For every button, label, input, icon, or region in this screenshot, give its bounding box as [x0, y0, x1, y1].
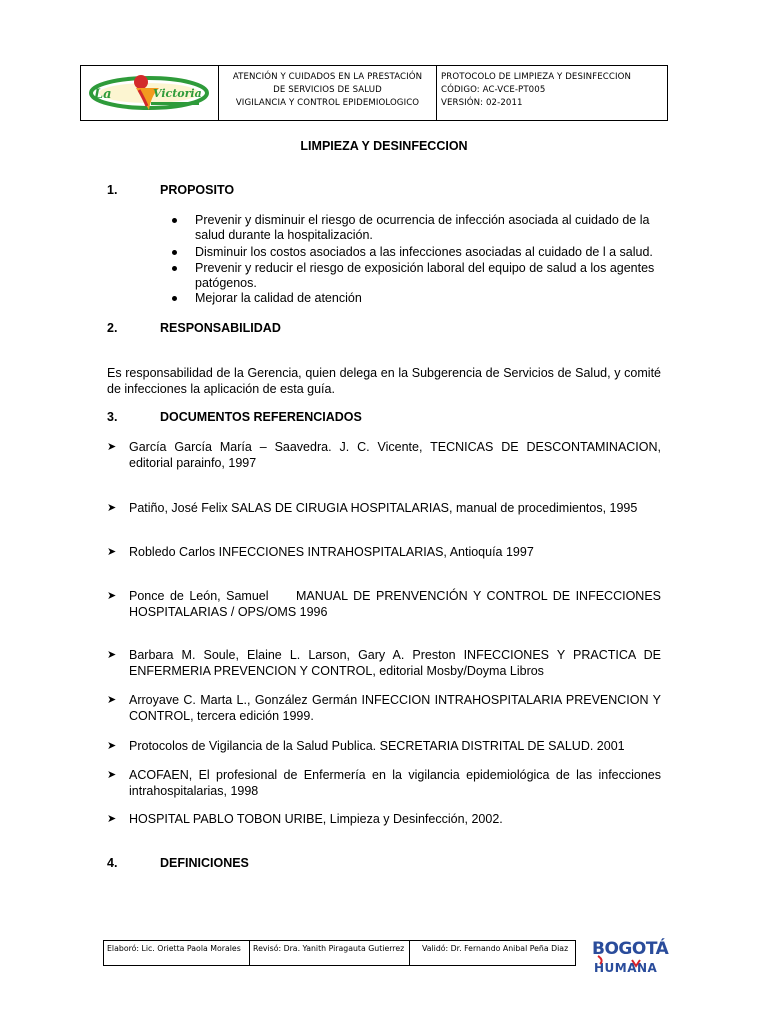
bullet-icon — [172, 296, 177, 301]
reference-item — [107, 738, 661, 754]
arrow-bullet-icon: ➤ — [107, 546, 117, 558]
svg-text:La: La — [94, 87, 112, 102]
svg-text:Victoria: Victoria — [153, 87, 202, 100]
reference-item — [107, 588, 665, 620]
arrow-bullet-icon: ➤ — [107, 769, 117, 781]
la-victoria-logo — [81, 66, 217, 120]
protocol-version: VERSIÓN: 02-2011 — [441, 98, 523, 108]
footer-reviso: Revisó: Dra. Yanith Piragauta Gutierrez — [250, 941, 410, 965]
reference-text: ACOFAEN, El profesional de Enfermería en la vigilancia epidemiológica de las infecciones intrahospitalarias, 1998 — [129, 768, 661, 798]
list-item — [195, 213, 665, 243]
bogota-humana-logo — [588, 932, 669, 978]
protocol-code: CÓDIGO: AC-VCE-PT005 — [441, 85, 546, 95]
reference-text: HOSPITAL PABLO TOBON URIBE, Limpieza y Desinfección, 2002. — [129, 812, 503, 826]
section-label: DEFINICIONES — [160, 856, 249, 870]
document-title: LIMPIEZA Y DESINFECCION — [300, 139, 468, 153]
bullet-text: Prevenir y reducir el riesgo de exposición laboral del equipo de salud a los agentes patógenos. — [195, 261, 655, 290]
section-label: PROPOSITO — [160, 183, 235, 197]
header-title-cell — [219, 66, 437, 120]
arrow-bullet-icon: ➤ — [107, 441, 117, 453]
responsibility-paragraph: Es responsabilidad de la Gerencia, quien delega en la Subgerencia de Servicios de Salud, y comité de infecciones la aplicación de esta guía. — [107, 366, 661, 396]
header-line: ATENCIÓN Y CUIDADOS EN LA PRESTACIÓN — [232, 72, 423, 82]
arrow-bullet-icon: ➤ — [107, 813, 117, 825]
reference-item — [107, 544, 661, 560]
section-number: 4. — [107, 856, 118, 870]
arrow-bullet-icon: ➤ — [107, 590, 117, 602]
reference-text: Protocolos de Vigilancia de la Salud Publica. SECRETARIA DISTRITAL DE SALUD. 2001 — [129, 739, 625, 753]
reference-text: Barbara M. Soule, Elaine L. Larson, Gary A. Preston INFECCIONES Y PRACTICA DE ENFERMERIA PREVENCION Y CONTROL, editorial Mosby/Doyma Libros — [129, 648, 661, 678]
reference-text: García García María – Saavedra. J. C. Vicente, TECNICAS DE DESCONTAMINACION, editorial parainfo, 1997 — [129, 440, 661, 470]
bullet-text: Prevenir y disminuir el riesgo de ocurrencia de infección asociada al cuidado de la salud durante la hospitalización. — [195, 213, 650, 242]
header-logo-cell — [81, 66, 219, 120]
arrow-bullet-icon: ➤ — [107, 740, 117, 752]
reference-item — [107, 767, 661, 799]
approval-footer-table — [103, 940, 576, 966]
reference-item — [107, 500, 661, 516]
section-number: 1. — [107, 183, 118, 197]
section-number: 3. — [107, 410, 118, 424]
reference-item — [107, 647, 661, 679]
bullet-icon — [172, 218, 177, 223]
svg-text:BOGOTÁ: BOGOTÁ — [592, 939, 669, 959]
reference-text: Robledo Carlos INFECCIONES INTRAHOSPITALARIAS, Antioquía 1997 — [129, 545, 534, 559]
reference-item — [107, 692, 661, 724]
arrow-bullet-icon: ➤ — [107, 649, 117, 661]
footer-valido: Validó: Dr. Fernando Anibal Peña Diaz — [422, 944, 569, 953]
reference-text: Arroyave C. Marta L., González Germán INFECCION INTRAHOSPITALARIA PREVENCION Y CONTROL, tercera edición 1999. — [129, 693, 661, 723]
section-label: DOCUMENTOS REFERENCIADOS — [160, 410, 362, 424]
protocol-name: PROTOCOLO DE LIMPIEZA Y DESINFECCION — [441, 72, 631, 82]
section-label: RESPONSABILIDAD — [160, 321, 281, 335]
reference-item — [107, 811, 661, 827]
footer-elaboro: Elaboró: Lic. Orietta Paola Morales — [104, 941, 250, 965]
list-item — [195, 291, 665, 306]
bullet-text: Disminuir los costos asociados a las infecciones asociadas al cuidado de l a salud. — [195, 245, 653, 259]
bullet-icon — [172, 250, 177, 255]
bullet-icon — [172, 266, 177, 271]
document-header-table — [80, 65, 668, 121]
header-line: VIGILANCIA Y CONTROL EPIDEMIOLOGICO — [235, 98, 420, 108]
header-line: DE SERVICIOS DE SALUD — [273, 85, 382, 95]
bogota-humana-logo-image — [588, 932, 669, 978]
svg-text:HUMANA: HUMANA — [594, 961, 658, 975]
header-protocol-cell — [437, 66, 667, 120]
reference-item — [107, 439, 661, 471]
list-item — [195, 245, 665, 260]
reference-text: Patiño, José Felix SALAS DE CIRUGIA HOSPITALARIAS, manual de procedimientos, 1995 — [129, 501, 638, 515]
bullet-text: Mejorar la calidad de atención — [195, 291, 362, 305]
list-item — [195, 261, 665, 291]
section-number: 2. — [107, 321, 118, 335]
arrow-bullet-icon: ➤ — [107, 694, 117, 706]
arrow-bullet-icon: ➤ — [107, 502, 117, 514]
reference-text: Ponce de León, Samuel MANUAL DE PRENVENCIÓN Y CONTROL DE INFECCIONES HOSPITALARIAS / OPS/OMS 1996 — [129, 589, 665, 619]
